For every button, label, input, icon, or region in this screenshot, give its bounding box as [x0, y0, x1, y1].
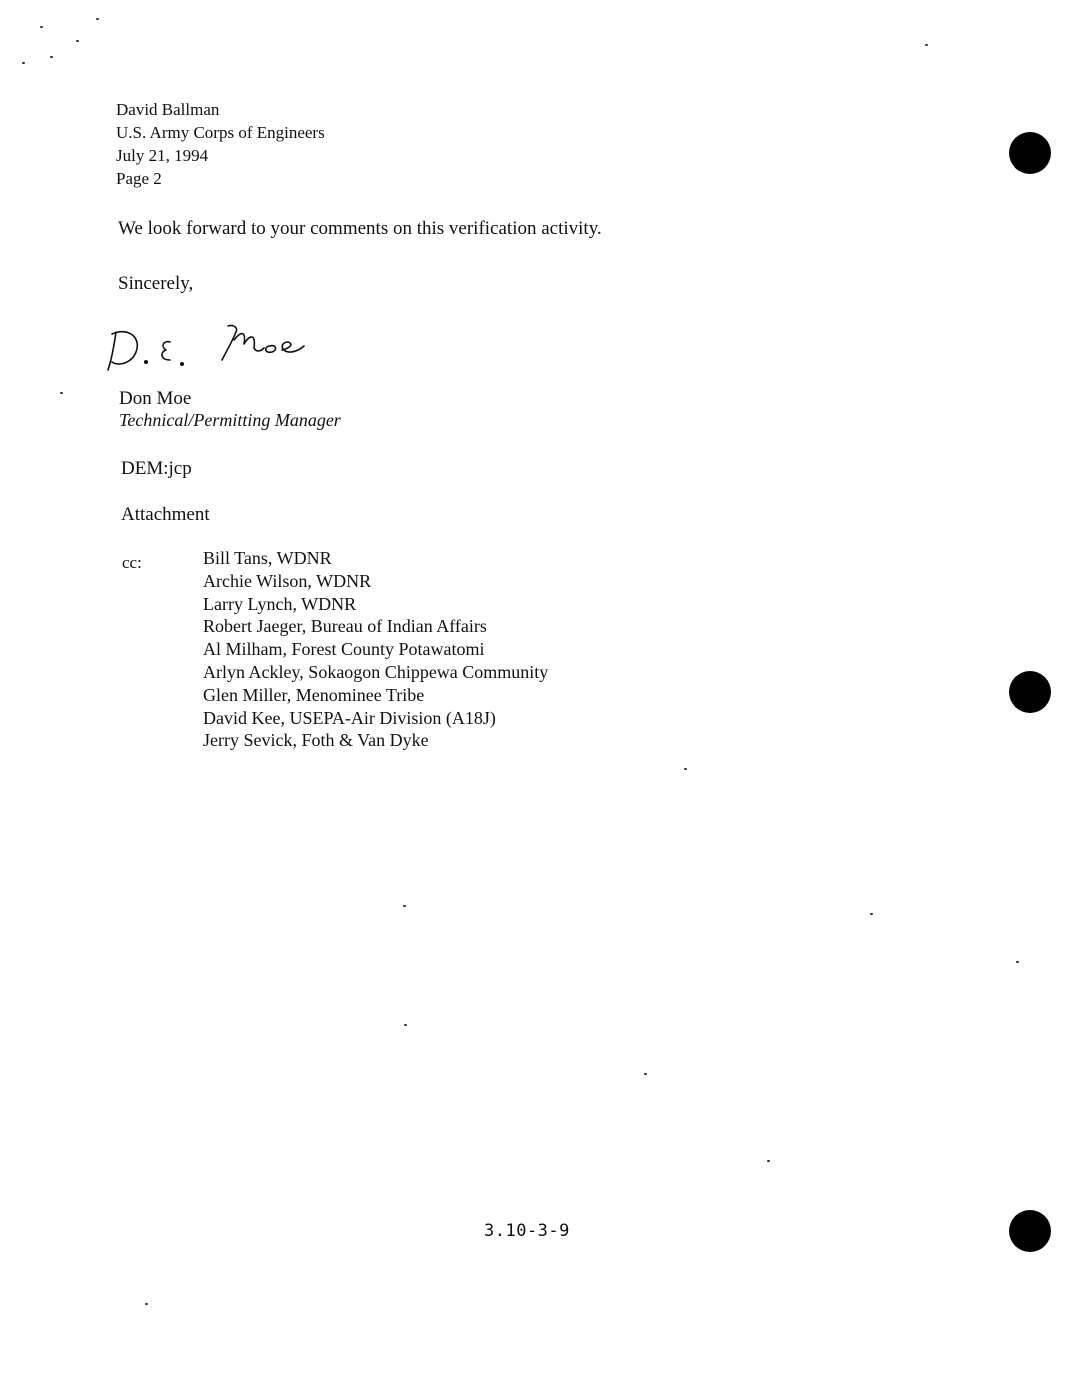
- scan-speck: [684, 768, 687, 770]
- scan-speck: [870, 913, 873, 915]
- scan-speck: [50, 56, 53, 58]
- punch-hole: [1009, 132, 1051, 174]
- scan-speck: [644, 1073, 647, 1075]
- handwritten-signature: [104, 318, 324, 378]
- cc-recipient: Larry Lynch, WDNR: [203, 593, 357, 614]
- scan-speck: [22, 62, 25, 64]
- typist-initials: DEM:jcp: [121, 458, 192, 479]
- scan-speck: [96, 18, 99, 20]
- cc-recipient: Al Milham, Forest County Potawatomi: [203, 639, 485, 660]
- recipient-organization: U.S. Army Corps of Engineers: [116, 123, 325, 142]
- cc-recipient: Robert Jaeger, Bureau of Indian Affairs: [203, 616, 487, 637]
- cc-list: [203, 547, 548, 752]
- signer-title: Technical/Permitting Manager: [119, 410, 341, 430]
- attachment-note: Attachment: [121, 504, 210, 525]
- scan-speck: [76, 40, 79, 42]
- scan-speck: [1016, 961, 1019, 963]
- scan-speck: [60, 392, 63, 394]
- signer-name: Don Moe: [119, 388, 192, 409]
- letter-date: July 21, 1994: [116, 146, 209, 165]
- letter-header: [116, 98, 325, 190]
- recipient-name: David Ballman: [116, 100, 220, 119]
- closing: Sincerely,: [118, 273, 194, 294]
- body-text: We look forward to your comments on this verification activity.: [118, 218, 602, 239]
- cc-recipient: Glen Miller, Menominee Tribe: [203, 684, 425, 705]
- scan-speck: [404, 1024, 407, 1026]
- punch-hole: [1009, 1210, 1051, 1252]
- punch-hole: [1009, 671, 1051, 713]
- scan-speck: [767, 1160, 770, 1162]
- cc-recipient: David Kee, USEPA-Air Division (A18J): [203, 707, 496, 728]
- cc-label: cc:: [122, 553, 142, 572]
- scan-speck: [40, 26, 43, 28]
- cc-recipient: Bill Tans, WDNR: [203, 548, 332, 568]
- page-label: Page 2: [116, 169, 162, 188]
- cc-recipient: Jerry Sevick, Foth & Van Dyke: [203, 730, 429, 751]
- scan-speck: [403, 905, 406, 907]
- cc-recipient: Archie Wilson, WDNR: [203, 570, 372, 591]
- scan-speck: [145, 1303, 148, 1305]
- cc-recipient: Arlyn Ackley, Sokaogon Chippewa Community: [203, 661, 549, 682]
- page-number: 3.10-3-9: [484, 1221, 570, 1241]
- scan-speck: [925, 44, 928, 46]
